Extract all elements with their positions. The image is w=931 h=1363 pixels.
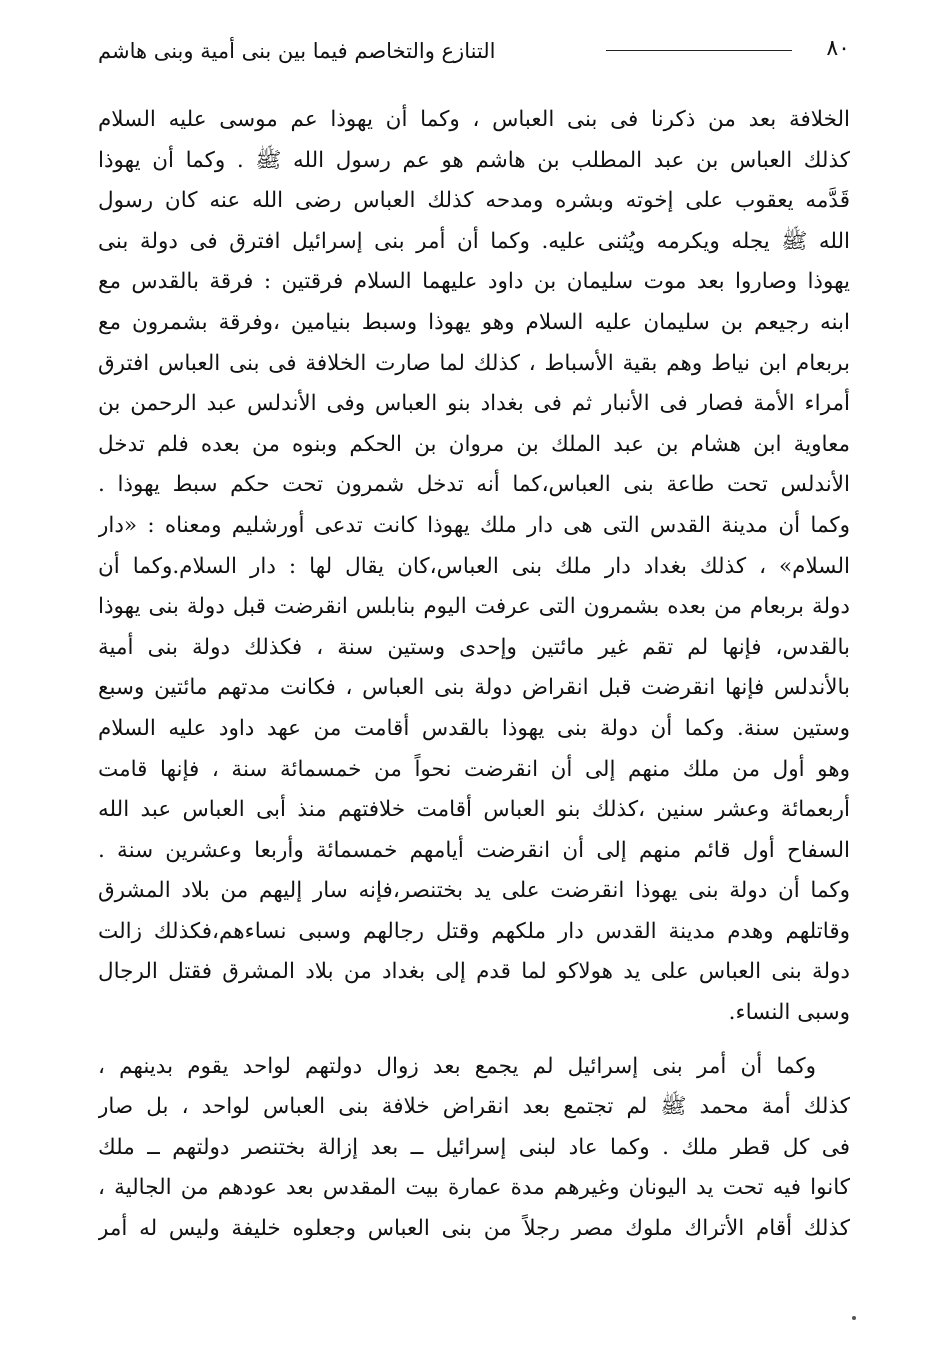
text-line: وقاتلهم وهدم مدينة القدس دار ملكهم وقتل رجالهم وسبى نساءهم،فكذلك زالت — [98, 918, 850, 944]
text-line: معاوية ابن هشام بن عبد الملك بن مروان بن الحكم وبنوه من بعده فلم تدخل — [98, 431, 850, 457]
text-line: ابنه رجيعم بن سليمان عليه السلام وهو يهوذا وسبط بنيامين ،وفرقة بشمرون مع — [98, 309, 850, 335]
text-line: دولة بنى العباس على يد هولاكو لما قدم إلى بغداد من بلاد المشرق فقتل الرجال — [98, 959, 850, 985]
paragraph-gap — [98, 1034, 850, 1047]
text-line: قَدَّمه يعقوب على إخوته وبشره ومدحه كذلك العباس رضى الله عنه كان رسول — [98, 188, 850, 214]
text-line: السلام» ، كذلك بغداد دار ملك بنى العباس،كان يقال لها : دار السلام.وكما أن — [98, 553, 850, 579]
text-line: وكما أن أمر بنى إسرائيل لم يجمع بعد زوال دولتهم لواحد يقوم بدينهم ، — [98, 1053, 816, 1079]
text-line: أمراء الأمة فصار فى الأنبار ثم فى بغداد بنو العباس وفى الأندلس عبد الرحمن بن — [98, 391, 850, 417]
text-line: الأندلس تحت طاعة بنى العباس،كما أنه تدخل شمرون تحت حكم سبط يهوذا . — [98, 472, 850, 498]
text-line: دولة بربعام من بعده بشمرون التى عرفت اليوم بنابلس انقرضت قبل دولة بنى يهوذا — [98, 594, 850, 620]
text-line: وكما أن دولة بنى يهوذا انقرضت على يد بختنصر،فإنه سار إليهم من بلاد المشرق — [98, 878, 850, 904]
text-line: بالأندلس فإنها انقرضت قبل انقراض دولة بنى العباس ، فكانت مدتهم مائتين وسبع — [98, 675, 850, 701]
text-line: كذلك أقام الأتراك ملوك مصر رجلاً من بنى العباس وجعلوه خليفة وليس له أمر — [98, 1216, 850, 1242]
header-rule — [606, 50, 792, 51]
text-line: فى كل قطر ملك . وكما عاد لبنى إسرائيل ــ بعد إزالة بختنصر دولتهم ــ ملك — [98, 1134, 850, 1160]
body-text — [98, 100, 850, 1250]
text-line: كذلك العباس بن عبد المطلب بن هاشم هو عم رسول الله ﷺ . وكما أن يهوذا — [98, 147, 850, 173]
text-line: السفاح أول قائم منهم إلى أن انقرضت أيامهم خمسمائة وأربعا وعشرين سنة . — [98, 837, 850, 863]
text-line: كانوا فيه تحت يد اليونان وغيرهم مدة عمارة بيت المقدس بعد عودهم من الجالية ، — [98, 1175, 850, 1201]
speck-mark — [852, 1316, 856, 1320]
text-line: كذلك أمة محمد ﷺ لم تجتمع بعد انقراض خلافة بنى العباس لواحد ، بل صار — [98, 1094, 850, 1120]
paragraph — [98, 1047, 850, 1250]
text-line: الله ﷺ يجله ويكرمه ويُثنى عليه. وكما أن أمر بنى إسرائيل افترق فى دولة بنى — [98, 228, 850, 254]
paragraph — [98, 100, 850, 1034]
text-line: الخلافة بعد من ذكرنا فى بنى العباس ، وكما أن يهوذا عم موسى عليه السلام — [98, 107, 850, 132]
text-line: أربعمائة وعشر سنين ،كذلك بنو العباس أقامت خلافتهم منذ أبى العباس عبد الله — [98, 797, 850, 823]
text-line: بالقدس، فإنها لم تقم غير مائتين وإحدى وستين سنة ، فكذلك دولة بنى أمية — [98, 634, 850, 660]
text-line: وستين سنة. وكما أن دولة بنى يهوذا بالقدس أقامت من عهد داود عليه السلام — [98, 715, 850, 741]
text-line: وسبى النساء. — [728, 1000, 850, 1026]
page-number: ٨٠ — [826, 36, 850, 61]
text-line: وكما أن مدينة القدس التى هى دار ملك يهوذا كانت تدعى أورشليم ومعناه : «دار — [98, 512, 850, 538]
text-line: بربعام ابن نياط وهم بقية الأسباط ، كذلك لما صارت الخلافة فى بنى العباس افترق — [98, 350, 850, 376]
text-line: وهو أول من ملك منهم إلى أن انقرضت نحواً من خمسمائة سنة ، فإنها قامت — [98, 756, 850, 782]
running-title: التنازع والتخاصم فيما بين بنى أمية وبنى هاشم — [98, 39, 496, 63]
running-header — [98, 32, 850, 72]
text-line: يهوذا وصاروا بعد موت سليمان بن داود عليهما السلام فرقتين : فرقة بالقدس مع — [98, 269, 850, 295]
